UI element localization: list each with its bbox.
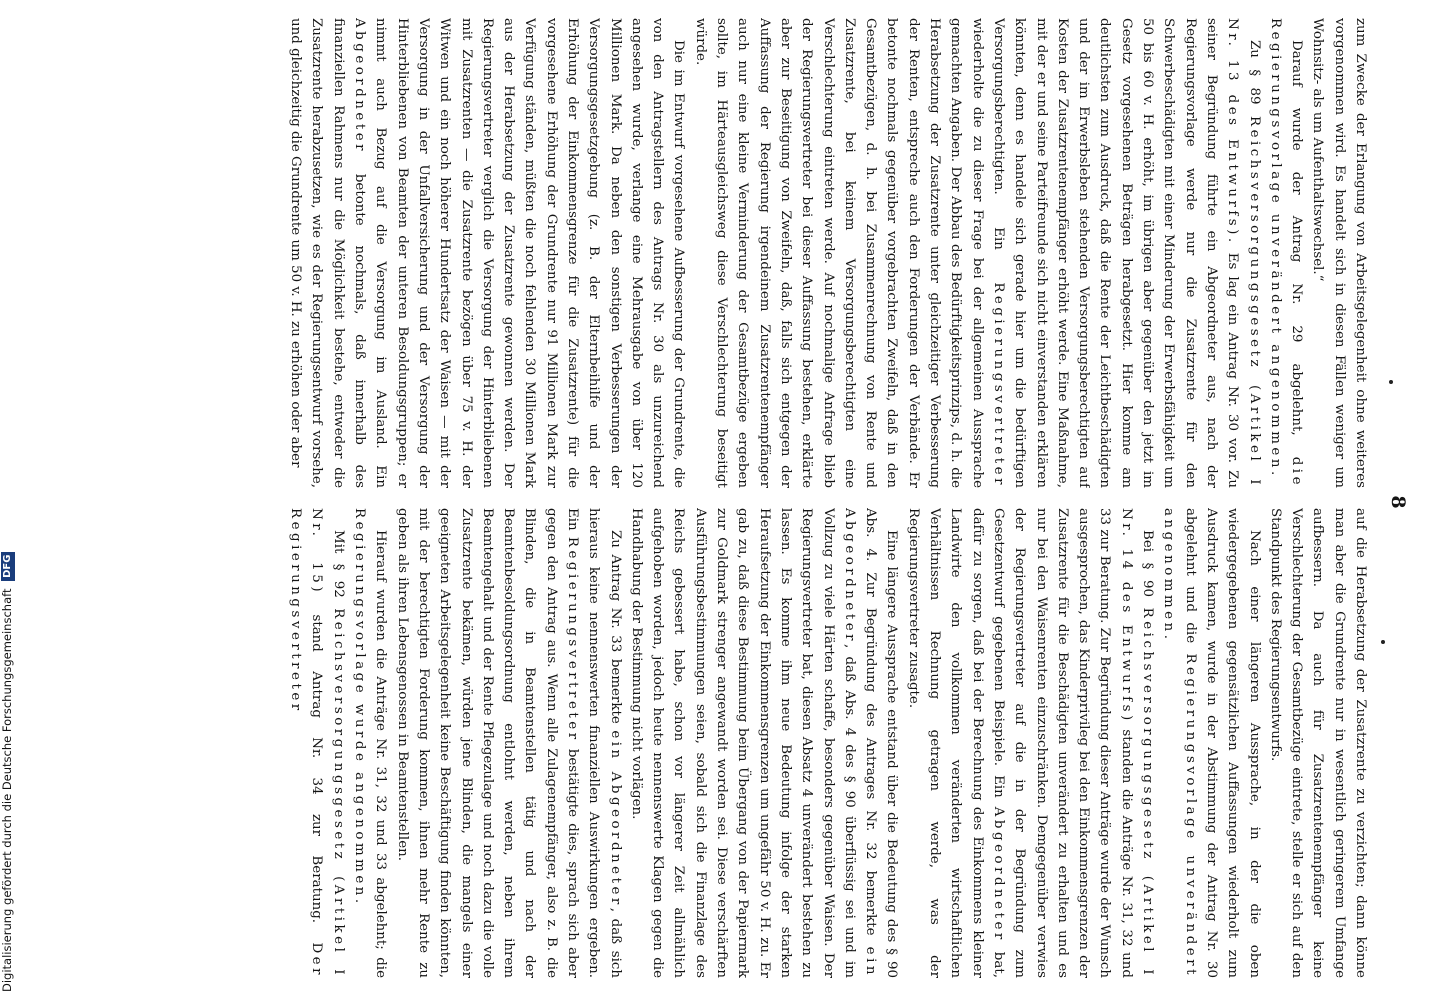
text-run: Mit § 92 (330, 530, 346, 609)
paragraph (349, 508, 392, 978)
text-run: Darauf wurde der Antrag Nr. 29 abgelehnt, (1289, 40, 1305, 457)
text-run: auf die Herabsetzung der Zusatzrente zu verzichten; dann könne man aber die Grundrente nur in wesentlich geringerem Umfange aufbessern. Da auch für Zusatzrentenempfänger keine Verschlechterung der Gesamtbezüge eintrete, stelle er sich auf den Standpunkt des Regierungsentwurfs. (1267, 508, 1368, 978)
spaced-emphasis-text: Abgeordneter (352, 18, 368, 155)
page-number: 8 (1387, 495, 1409, 509)
text-run: Die im Entwurf vorgesehene Aufbesserung der Grundrente, die von den Antragstellern des Antrags Nr. 30 als unzureichend angesehen wurde, verlange eine Mehrausgabe von über 120 Millionen Mark. Da neben den sonstigen Verbesserungen der Versorgungsgesetzgebung (z. B. der Elternbeihilfe und der Erhöhung der Einkommensgrenze für die Zusatzrente) für die vorgesehene Erhöhung der Grundrente nur 91 Millionen Mark zur Verfügung ständen, müßten die noch fehlenden 30 Millionen Mark aus der Herabsetzung der Zusatzrente gewonnen werden. Der Regierungsvertreter verglich die Versorgung der Hinterbliebenen mit Zusatzrenten — die Zusatzrente bezögen über 75 v. H. der Witwen und ein noch höherer Hundertsatz der Waisen — mit der Versorgung in der Unfallversicherung und der Versorgung der Hinterbliebenen von Beamten der unteren Besoldungsgruppen; er nimmt auch Bezug auf die Versorgung im Ausland. Ein (373, 18, 687, 488)
text-run: , daß Abs. 4 des § 90 überflüssig sei und im Vollzug zu viele Härten schaffe, besonders gegenüber Waisen. Der Regierungsvertreter bat, diesen Absatz 4 unverändert bestehen zu lassen. Es komme ihm neue Bedeutung infolge der starken Heraufsetzung der Einkommensgrenzen um ungefähr 50 v. H. zu. Er gab zu, daß diese Bestimmung beim Übergang von der Papiermark zur Goldmark strenger angewandt worden sei. Diese verschärften Ausführungsbestimmungen seien, sobald sich die Finanzlage des Reichs gebessert habe, schon vor längerer Zeit allmählich aufgehoben worden, jedoch heute nennenswerte Klagen gegen die Handhabung der Bestimmung nicht vorlägen. (628, 508, 857, 978)
paragraph (902, 508, 1158, 978)
paragraph (1265, 508, 1371, 978)
paragraph (690, 18, 1265, 488)
spaced-emphasis-text: Reichsversorgungsgesetz (Artikel I Nr. 14 des Entwurfs) (1118, 508, 1156, 978)
spaced-emphasis-text: ein Abgeordneter (607, 730, 623, 908)
text-run: wiederholte die zu dieser Frage bei der allgemeinen Aussprache gemachten Angaben. Der Abbau des Bedürftigkeitsprinzips, d. h. die Herabsetzung der Zusatzrente unter gleichzeitiger Verbesserung der Renten, entspreche auch den Forderungen der Verbände. Er betonte nochmals gegenüber vorgebrachten Zweifeln, daß in den Gesamtbezügen, d. h. bei Zusammenrechnung von Rente und Zusatzrente, bei keinem Versorgungsberechtigten eine Verschlechterung eintreten werde. Auf nochmalige Anfrage blieb der Regierungsvertreter bei dieser Auffassung bestehen, erklärte aber zur Beseitigung von Zweifeln, daß, falls sich entgegen der Auffassung der Regierung irgendeinem Zusatzrentenempfänger auch nur eine kleine Verminderung der Gesamtbezüge ergeben sollte, im Härteausgleichsweg diese Verschlechterung beseitigt würde. (692, 18, 985, 488)
paragraph (626, 508, 903, 978)
paragraph (391, 508, 625, 978)
rotated-page-content (145, 0, 1415, 1000)
spaced-emphasis-text: Regierungsvertreter (565, 536, 581, 743)
text-run: Hierauf wurden die Anträge Nr. 31, 32 und 33 abgelehnt; die (373, 530, 389, 978)
spaced-emphasis-text: Reichsversorgungsgesetz (Artikel I Nr. 15) (309, 508, 346, 978)
scan-speck (1381, 640, 1385, 644)
spaced-emphasis-text: Regierungsvorlage unverändert angenommen. (1161, 508, 1198, 978)
paragraph (285, 18, 690, 488)
scan-speck (1389, 380, 1393, 384)
paragraph (1307, 18, 1371, 488)
spaced-emphasis-text: Abgeordneter (990, 806, 1006, 943)
text-run: Zu § 89 (1246, 40, 1262, 117)
spaced-emphasis-text: Regierungsvertreter (990, 282, 1006, 488)
text-run: standen die Anträge Nr. 31, 32 und 33 zur Beratung. Zur Begründung dieser Anträge wurde der Wunsch ausgesprochen, das Kinderprivileg bei den Einkommensgrenzen der Zusatzrente für die Beschädigten unverändert zu erhalten und es nur bei den Waisenrenten einzuschränken. Demgegenüber verwies der Regierungsvertreter auf die in der Begründung zum Gesetzentwurf gegebenen Beispiele. Ein (990, 508, 1134, 978)
dfg-logo: DFG (1, 552, 15, 581)
paragraph (285, 508, 349, 978)
spaced-emphasis-text: Regierungsvorlage wurde angenommen. (352, 508, 368, 907)
digitization-credit (0, 0, 16, 1000)
spaced-emphasis-text: Reichsversorgungsgesetz (Artikel I Nr. 13 des Entwurfs). (1225, 18, 1262, 488)
text-run: Zu Antrag Nr. 33 bemerkte (607, 530, 623, 731)
text-run: bat, dafür zu sorgen, daß bei der Berechnung des Einkommens kleiner Landwirte den vollkommen veränderten wirtschaftlichen Verhältnissen Rechnung getragen werde, was der Regierungsvertreter zusagte. (905, 508, 1006, 978)
credit-text: Digitalisierung gefördert durch die Deutsche Forschungsgemeinschaft (0, 588, 14, 992)
spaced-emphasis-text: Der Regierungsvertreter (288, 508, 325, 978)
text-run: Bei § 90 (1140, 530, 1156, 608)
text-run: betonte nochmals, daß innerhalb des finanziellen Rahmens nur die Möglichkeit bestehe, entweder die Zusatzrente herabzusetzen, wie es der Regierungsentwurf vorsehe, und gleichzeitig die Grundrente um 50 v. H. zu erhöhen oder aber (288, 18, 368, 488)
text-run: Nach einer längeren Aussprache, in der die oben wiedergegebenen gegensätzlichen Auffassungen wiederholt zum Ausdruck kamen, wurde in der Abstimmung der Antrag Nr. 30 abgelehnt und die (1182, 508, 1262, 978)
paragraph (1265, 18, 1308, 488)
right-text-column (171, 508, 1371, 978)
text-run: zum Zwecke der Erlangung von Arbeitsgelegenheit ohne weiteres vorgenommen wird. Es handelt sich in diesen Fällen weniger um Wohnsitz- als um Aufenthaltswechsel.“ (1310, 18, 1368, 488)
paragraph (1158, 508, 1264, 978)
spaced-emphasis-text: die Regierungsvorlage unverändert angenommen. (1267, 18, 1305, 488)
left-text-column (171, 18, 1371, 488)
text-run: Es lag ein Antrag Nr. 30 vor. Zu seiner Begründung führte ein Abgeordneter aus, nach der Regierungsvorlage werde nur die Zusatzrente für den Schwerbeschädigten mit einer Minderung der Erwerbsfähigkeit um 50 bis 60 v. H. erhöht, im übrigen aber gegenüber den jetzt im Gesetz vorgesehenen Beträgen herabgesetzt. Hier komme am deutlichsten zum Ausdruck, daß die Rente der Leichtbeschädigten und der im Erwerbsleben stehenden Versorgungsberechtigten auf Kosten der Zusatzrentenempfänger erhöht werde. Eine Maßnahme, mit der er und seine Parteifreunde sich nicht einverstanden erklären könnten, denn es handele sich gerade hier um die bedürftigen Versorgungsberechtigten. Ein (990, 18, 1241, 488)
spaced-emphasis-text: ein Abgeordneter (841, 508, 879, 978)
text-run: Eine längere Aussprache entstand über die Bedeutung des § 90 Abs. 4. Zur Begründung des Antrages Nr. 32 bemerkte (863, 508, 900, 978)
text-run: stand Antrag Nr. 34 zur Beratung. (309, 595, 325, 943)
text-run: bestätigte dies, sprach sich aber gegen den Antrag aus. Wenn alle Zulagenempfänger, also z. B. die Blinden, die in Beamtenstellen tätig und nach der Beamtenbesoldungsordnung entlohnt werden, neben ihrem Beamtengehalt und der Rente Pflegezulage und noch dazu die volle Zusatzrente bekämen, würden jene Blinden, die mangels einer geeigneten Arbeitsgelegenheit keine Beschäftigung finden könnten, mit der berechtigten Forderung kommen, ihnen mehr Rente zu geben als ihren Lebensgenossen in Beamtenstellen. (394, 508, 581, 978)
text-run: , daß sich hieraus keine nennenswerten finanziellen Auswirkungen ergeben. Ein (565, 508, 623, 978)
